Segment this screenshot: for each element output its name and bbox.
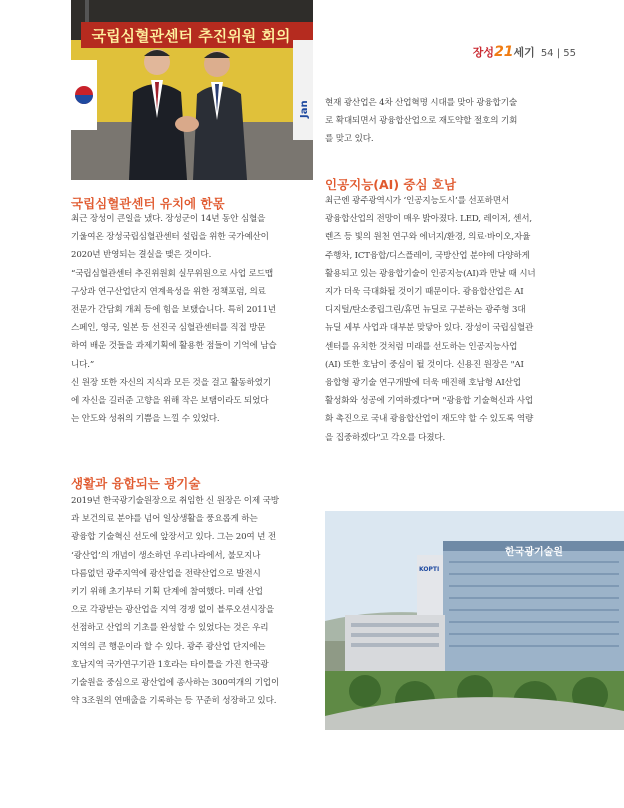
section-title-light-tech: 생활과 융합되는 광기술 bbox=[71, 476, 201, 491]
brand-suffix: 세기 bbox=[513, 46, 535, 59]
handshake-photo-illustration bbox=[71, 0, 313, 180]
flag-text: Jan bbox=[299, 100, 310, 118]
section-body-heart-center: 최근 장성이 큰일을 냈다. 장성군이 14년 동안 심혈을 기울여온 장성국립심혈관센터 설립을 위한 국가예산이 2020년 반영되는 결실을 맺은 것이다. “국립심혈관센터 추진위원회 실무위원으로 사업 로드맵 구상과 연구산업단지 연계육성을 위한 정책포럼, 의료 전문가 간담회 개최 등에 힘을 보탰습니다. 특히 2011년 스페인, 영국, 일본 등 선진국 심혈관센터를 직접 방문 하여 배운 것들을 과제기획에 활용한 점들이 기억에 남습 니다.” 신 원장 또한 자신의 지식과 모든 것을 걸고 활동하였기 에 자신을 길러준 고향을 위해 작은 보탬이라도 되었다 는 안도와 성취의 기쁨을 느낄 수 있었다. bbox=[71, 214, 277, 425]
page-header bbox=[473, 44, 576, 60]
building-photo-illustration bbox=[325, 511, 624, 730]
section-title-ai-honam: 인공지능(AI) 중심 호남 bbox=[325, 177, 457, 192]
magazine-brand bbox=[473, 44, 535, 60]
section-body-light-tech: 2019년 한국광기술원장으로 취임한 신 원장은 이제 국방 과 보건의료 분야를 넘어 일상생활을 풍요롭게 하는 광융합 기술혁신 선도에 앞장서고 있다. 그는 20여 년 전 ‘광산업’의 개념이 생소하던 우리나라에서, 불모지나 다름없던 광주지역에 광산업을 전략산업으로 발전시 키기 위해 초기부터 기획 단계에 참여했다. 미래 산업 으로 각광받는 광산업을 지역 경쟁 없이 블루오션시장을 선점하고 산업의 기초를 완성할 수 있었다는 것은 우리 지역의 큰 행운이라 할 수 있다. 광주 광산업 단지에는 호남지역 국가연구기관 1호라는 타이틀을 가진 한국광 기술원을 중심으로 광산업에 종사하는 300여개의 기업이 약 3조원의 연매출을 기록하는 등 꾸준히 성장하고 있다. bbox=[71, 496, 280, 707]
right-intro-paragraph: 현재 광산업은 4차 산업혁명 시대를 맞아 광융합기술 로 확대되면서 광융합산업으로 재도약할 절호의 기회 를 맞고 있다. bbox=[325, 98, 518, 145]
building-sign: 한국광기술원 bbox=[505, 547, 563, 558]
building-photo bbox=[325, 511, 624, 730]
brand-number: 21 bbox=[494, 44, 514, 60]
section-title-heart-center: 국립심혈관센터 유치에 한몫 bbox=[71, 196, 225, 211]
handshake-photo bbox=[71, 0, 313, 180]
building-logo: KOPTI bbox=[419, 566, 440, 573]
brand-prefix: 장성 bbox=[472, 46, 495, 59]
banner-text: 국립심혈관센터 추진위원 회의 bbox=[91, 27, 291, 45]
page-numbers: 54 | 55 bbox=[540, 48, 576, 59]
section-body-ai-honam: 최근엔 광주광역시가 ‘인공지능도시’를 선포하면서 광융합산업의 전망이 매우 밝아졌다. LED, 레이저, 센서, 렌즈 등 빛의 원천 연구와 에너지/환경, 의료·바이오,자율 주행차, ICT융합/디스플레이, 국방산업 분야에 다양하게 활용되고 있는 광융합기술이 인공지능(AI)과 만날 때 시너 지가 더욱 극대화될 것이기 때문이다. 광융합산업은 AI 디지털/탄소중립그린/휴먼 뉴딜로 구분하는 광주형 3대 뉴딜 세부 사업과 대부분 맞닿아 있다. 장성이 국립심혈관 센터를 유치한 것처럼 미래를 선도하는 인공지능사업 (AI) 또한 호남이 중심이 될 것이다. 신용진 원장은 "AI 융합형 광기술 연구개발에 더욱 매진해 호남형 AI산업 활성화와 성공에 기여하겠다"며 "광융합 기술혁신과 사업 화 촉진으로 국내 광융합산업이 재도약 할 수 있도록 역량 을 집중하겠다"고 각오를 다졌다. bbox=[325, 196, 536, 443]
